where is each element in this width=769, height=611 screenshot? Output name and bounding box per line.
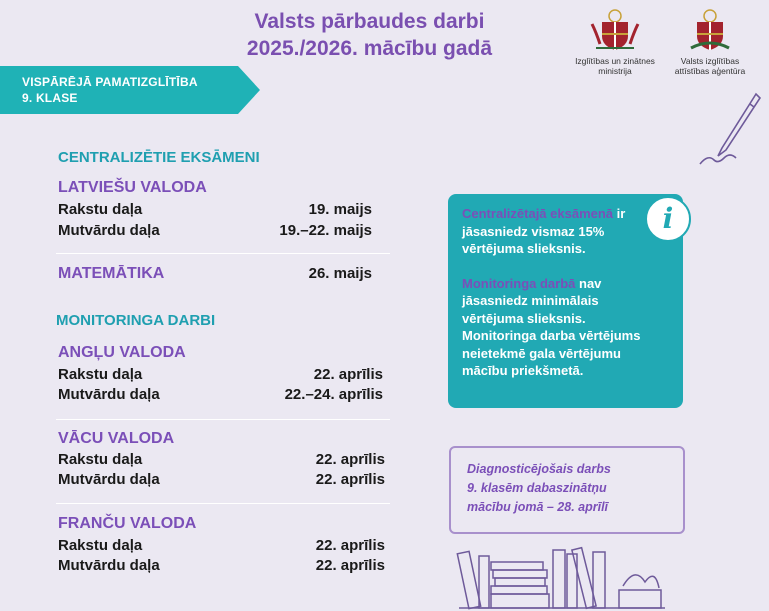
german-oral-label: Mutvārdu daļa [58,471,160,488]
title-line-1: Valsts pārbaudes darbi [254,10,485,33]
monitoring-heading: MONITORINGA DARBI [56,312,216,329]
english-oral-label: Mutvārdu daļa [58,386,160,403]
english-written-label: Rakstu daļa [58,366,143,383]
diagnostic-line-2: 9. klasēm dabaszinātņu [467,481,607,495]
info-highlight-centralized: Centralizētajā eksāmenā [462,206,614,221]
banner-line-2: 9. KLASE [22,91,78,105]
ministry-logo [570,8,660,76]
ministry-name-line-2: ministrija [598,66,632,76]
latvian-oral-label: Mutvārdu daļa [58,222,160,239]
info-text-monitoring: nav jāsasniedz minimālais vērtējuma slieksnis. Monitoringa darba vērtējums neietekmē gala vērtējumu mācību priekšmetā. [462,275,641,378]
diagnostic-line-1: Diagnosticējošais darbs [467,462,611,476]
info-text-threshold: ir jāsasniedz vismaz 15% vērtējuma slieksnis. [462,206,626,256]
level-banner [0,66,260,114]
info-icon-glyph: i [662,202,674,235]
german-written-date: 22. aprīlis [315,451,385,468]
latvian-oral-date: 19.–22. maijs [279,222,372,239]
info-highlight-monitoring: Monitoringa darbā [462,275,576,291]
title-line-2: 2025./2026. mācību gadā [246,37,493,60]
agency-name-line-2: attīstības aģentūra [674,66,746,76]
english-written-date: 22. aprīlis [313,366,383,383]
french-written-label: Rakstu daļa [58,537,143,554]
math-date: 26. maijs [308,265,372,282]
divider [56,503,390,504]
ministry-name-line-1: Izglītības un zinātnes [575,56,655,66]
divider [56,253,390,254]
german-written-label: Rakstu daļa [58,451,143,468]
subject-latvian: LATVIEŠU VALODA [58,179,207,196]
french-written-date: 22. aprīlis [315,537,385,554]
subject-french: FRANČU VALODA [58,515,197,532]
french-oral-label: Mutvārdu daļa [58,557,160,574]
subject-math: MATEMĀTIKA [58,265,165,282]
diagnostic-line-3: mācību jomā – 28. aprīlī [467,500,609,514]
agency-logo [665,8,755,76]
french-oral-date: 22. aprīlis [315,557,385,574]
german-oral-date: 22. aprīlis [315,471,385,488]
books-illustration-icon [455,542,669,610]
latvian-written-date: 19. maijs [308,201,372,218]
agency-name-line-1: Valsts izglītības [680,56,740,66]
latvian-written-label: Rakstu daļa [58,201,143,218]
centralized-exams-heading: CENTRALIZĒTIE EKSĀMENI [58,149,260,166]
divider [56,419,390,420]
coat-of-arms-icon [687,8,733,52]
subject-german: VĀCU VALODA [58,430,175,447]
diagnostic-note-box [449,446,685,534]
info-icon [645,196,691,242]
subject-english: ANGĻU VALODA [58,344,186,361]
english-oral-date: 22.–24. aprīlis [284,386,383,403]
pen-icon [698,90,766,170]
coat-of-arms-icon [584,8,646,52]
banner-line-1: VISPĀRĒJĀ PAMATIZGLĪTĪBA [22,75,198,89]
